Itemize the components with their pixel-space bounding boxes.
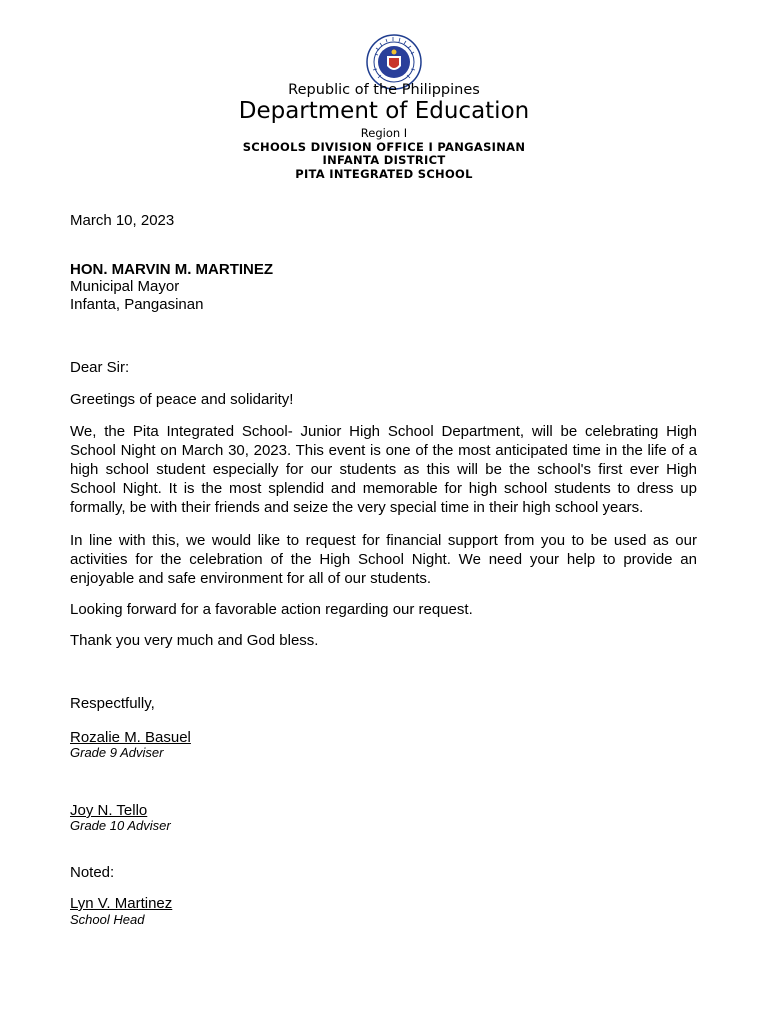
closing: Respectfully, (70, 695, 155, 712)
signatory-name: Joy N. Tello (70, 802, 148, 819)
letter-date: March 10, 2023 (70, 212, 175, 229)
header-school: PITA INTEGRATED SCHOOL (295, 167, 473, 181)
signatory-position: Grade 10 Adviser (70, 818, 171, 833)
header-division: SCHOOLS DIVISION OFFICE I PANGASINAN (242, 140, 526, 154)
noted-by-position: School Head (70, 912, 145, 927)
signatory-name: Rozalie M. Basuel (70, 729, 191, 746)
recipient-title: Municipal Mayor (70, 278, 180, 295)
header-republic: Republic of the Philippines (288, 82, 480, 98)
noted-label: Noted: (70, 864, 115, 881)
header-district: INFANTA DISTRICT (322, 153, 446, 167)
body-paragraph-1: We, the Pita Integrated School- Junior High School Department, will be celebrating High School Night on March 30, 2023. This event is one of the most anticipated time in the life of a high school student especially for our students as this will be the school's first ever High School Night. It is the most splendid and memorable for high school students to dress up formally, be with their friends and seize the very special time in their high school years. (70, 423, 697, 516)
noted-by-name: Lyn V. Martinez (70, 895, 173, 912)
body-paragraph-2: In line with this, we would like to request for financial support from you to be used as our activities for the celebration of the High School Night. We need your help to provide an enjoyable and safe environment for all of our students. (70, 532, 697, 587)
recipient-address: Infanta, Pangasinan (70, 296, 204, 313)
salutation: Dear Sir: (70, 359, 130, 376)
signatory-position: Grade 9 Adviser (70, 745, 164, 760)
header-region: Region I (360, 126, 408, 140)
body-paragraph-4: Thank you very much and God bless. (70, 632, 319, 649)
body-paragraph-3: Looking forward for a favorable action regarding our request. (70, 601, 473, 618)
recipient-name: HON. MARVIN M. MARTINEZ (70, 261, 274, 278)
greeting: Greetings of peace and solidarity! (70, 391, 294, 408)
header-department: Department of Education (238, 98, 530, 124)
